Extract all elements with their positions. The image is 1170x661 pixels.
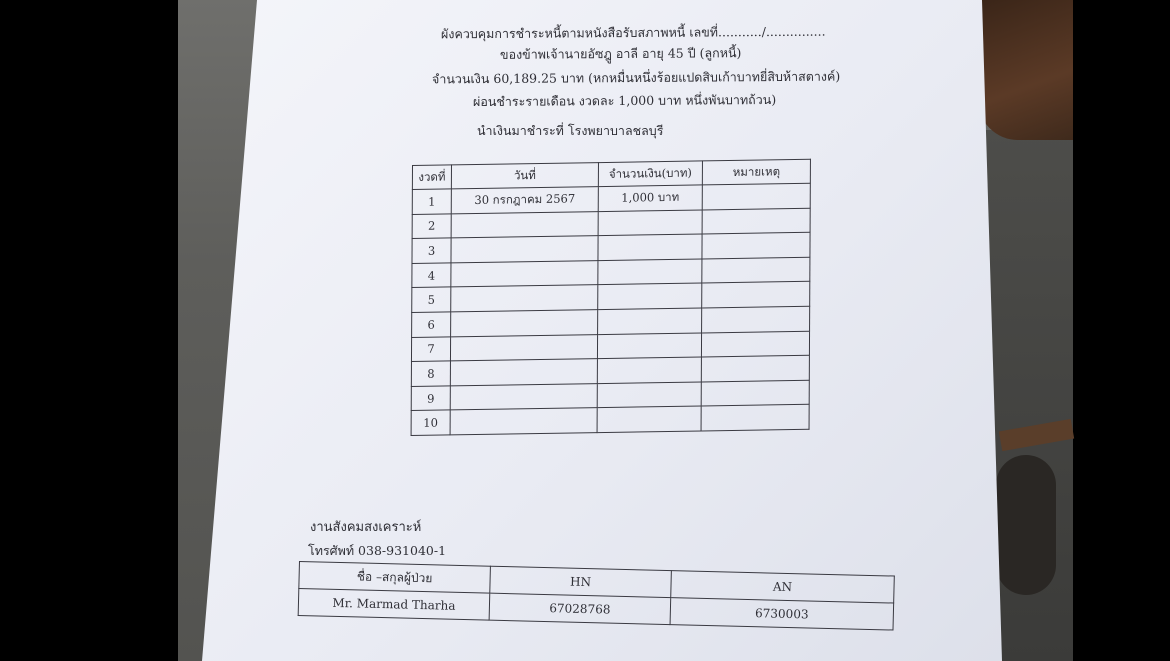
header-amount: จำนวนเงิน(บาท) [598, 161, 702, 187]
payment-amount [598, 259, 702, 285]
payment-date [450, 359, 597, 386]
payment-place: นำเงินมาชำระที่ โรงพยาบาลชลบุรี [477, 123, 664, 138]
payment-date [451, 310, 598, 337]
payment-amount [597, 382, 701, 408]
payment-date [451, 236, 598, 263]
patient-name-header: ชื่อ –สกุลผู้ป่วย [299, 562, 491, 594]
payment-note [702, 282, 810, 308]
payment-note [702, 208, 810, 234]
payment-date [451, 285, 598, 312]
payment-note [702, 232, 810, 258]
installment-number: 1 [412, 189, 451, 214]
payment-amount [598, 234, 702, 260]
installment-number: 9 [411, 386, 450, 411]
installment-number: 4 [412, 263, 451, 288]
installment-line: ผ่อนชำระรายเดือน งวดละ 1,000 บาท หนึ่งพันบาทถ้วน) [472, 91, 777, 110]
payment-amount [598, 308, 702, 334]
amount-line: จำนวนเงิน 60,189.25 บาท (หกหมื่นหนึ่งร้อยแปดสิบเก้าบาทยี่สิบห้าสตางค์) [431, 68, 841, 87]
an-header: AN [671, 571, 895, 603]
department-label: งานสังคมสงเคราะห์ [310, 520, 422, 535]
payment-schedule-table [411, 159, 811, 436]
patient-name-value: Mr. Marmad Tharha [298, 589, 490, 621]
bike-wheel [996, 455, 1056, 595]
payment-amount [597, 406, 701, 432]
payment-date [450, 334, 597, 361]
payment-note [701, 405, 809, 431]
payment-note [702, 183, 810, 209]
payment-amount: 1,000 บาท [598, 185, 702, 211]
hn-value: 67028768 [489, 593, 671, 624]
hn-header: HN [490, 566, 672, 597]
debtor-line: ของข้าพเจ้านายอัซฎู อาลี อายุ 45 ปี (ลูกหนี้) [499, 45, 742, 62]
header-note: หมายเหตุ [702, 159, 810, 185]
installment-number: 6 [412, 312, 451, 337]
installment-number: 5 [412, 287, 451, 312]
payment-note [701, 331, 809, 357]
document-title: ผังควบคุมการชำระหนี้ตามหนังสือรับสภาพหนี้ เลขที่.........../............... [440, 23, 826, 42]
installment-number: 10 [411, 410, 450, 435]
payment-amount [598, 283, 702, 309]
installment-number: 3 [412, 238, 451, 263]
installment-number: 2 [412, 213, 451, 238]
payment-amount [597, 333, 701, 359]
installment-number: 8 [411, 361, 450, 386]
payment-date [450, 383, 597, 410]
payment-amount [598, 210, 702, 236]
installment-number: 7 [411, 336, 450, 361]
payment-date [451, 211, 598, 238]
an-value: 6730003 [670, 598, 894, 630]
payment-note [702, 257, 810, 283]
payment-note [702, 306, 810, 332]
payment-note [701, 380, 809, 406]
payment-date: 30 กรกฎาคม 2567 [451, 187, 598, 214]
holding-hand [978, 0, 1073, 140]
payment-amount [597, 357, 701, 383]
payment-date [450, 408, 597, 435]
header-date: วันที่ [451, 163, 598, 189]
header-installment: งวดที่ [412, 165, 451, 190]
payment-note [701, 355, 809, 381]
phone-label: โทรศัพท์ 038-931040-1 [308, 543, 447, 558]
payment-date [451, 260, 598, 287]
